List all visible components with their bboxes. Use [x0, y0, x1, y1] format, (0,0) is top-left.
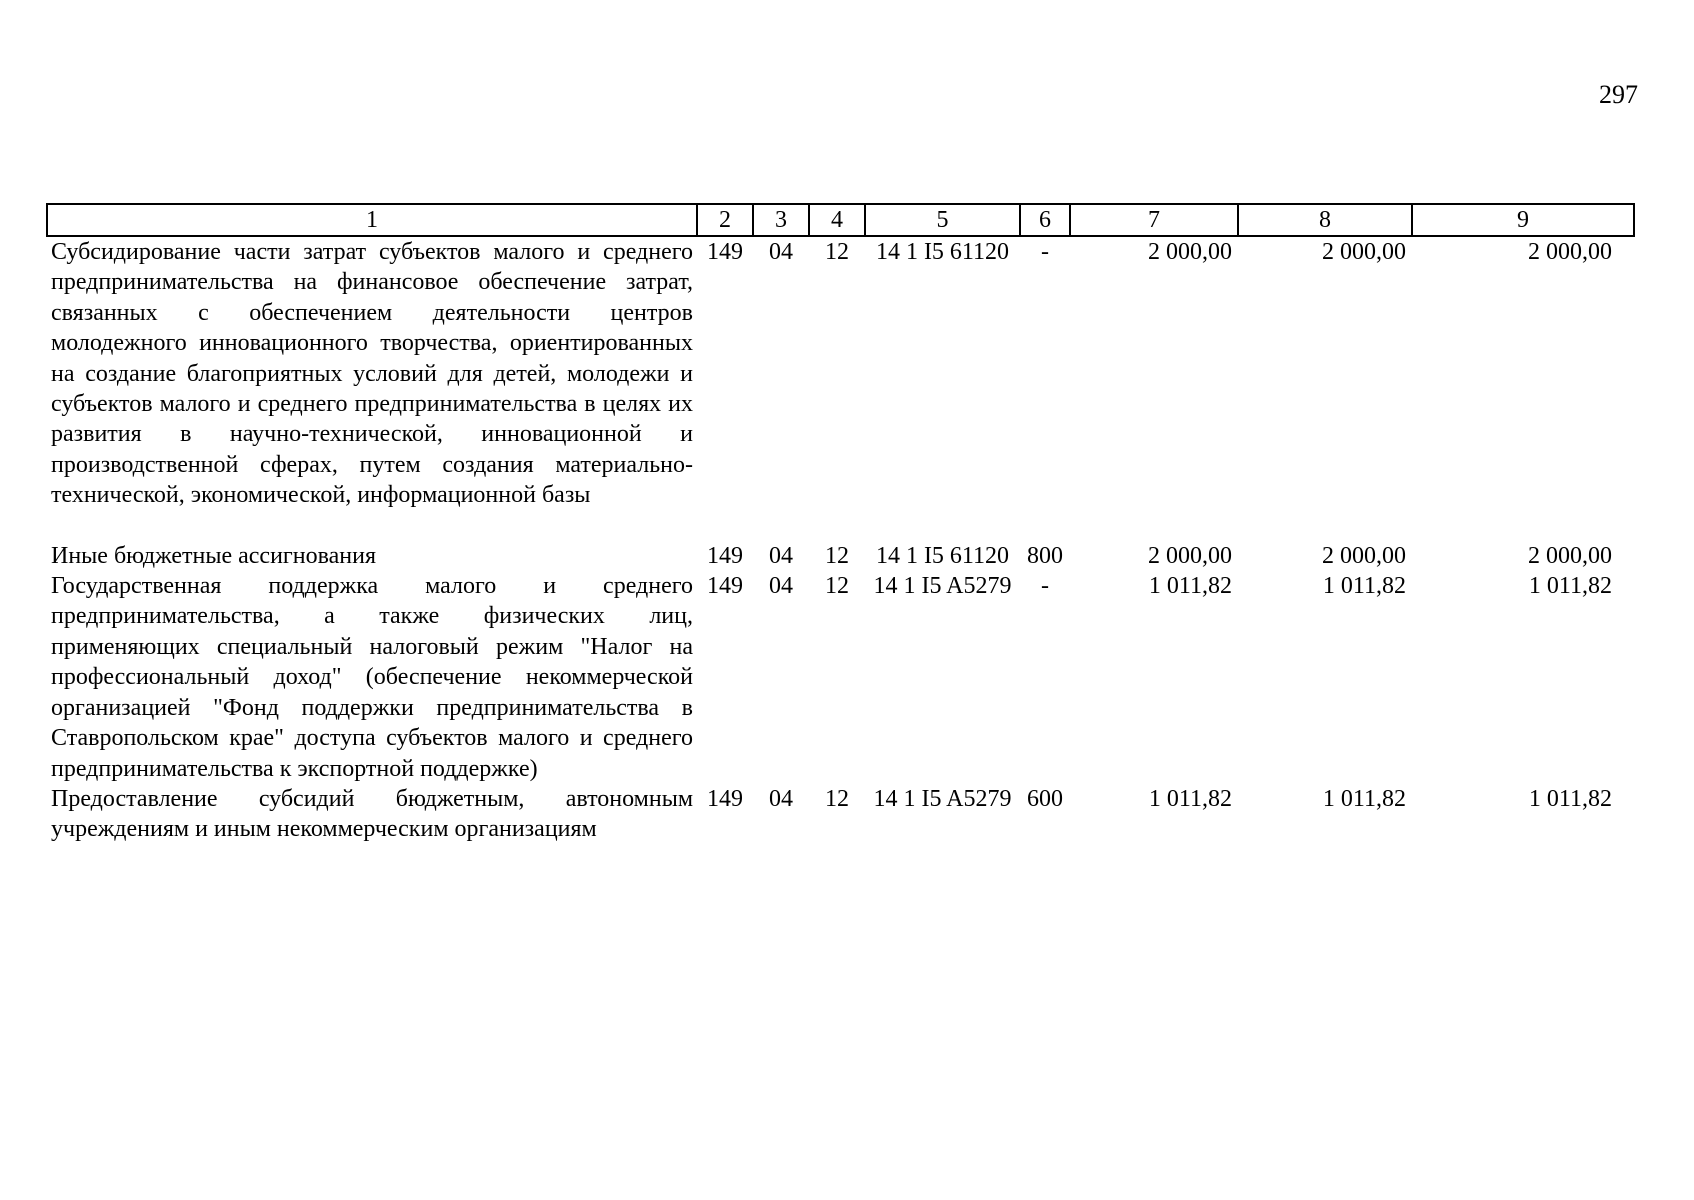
- column-header: 9: [1412, 204, 1634, 236]
- cell-col6: -: [1041, 573, 1049, 600]
- cell-col9: 1 011,82: [1528, 785, 1612, 812]
- row-name: Государственная поддержка малого и среднего предпринимательства, а также физических лиц, применяющих специальный налоговый режим "Налог на профессиональный доход" (обеспечение некоммерческой организацией "Фонд поддержки предпринимательства в Ставропольском крае" доступа субъектов малого и среднего предпринимательства к экспортной поддержке): [51, 573, 693, 782]
- column-header: 7: [1070, 204, 1238, 236]
- cell-col2: 149: [707, 785, 743, 812]
- cell-col5: 14 1 I5 A5279: [873, 573, 1012, 600]
- cell-col4: 12: [825, 542, 849, 569]
- cell-col8: 1 011,82: [1322, 785, 1406, 812]
- cell-col7: 1 011,82: [1148, 573, 1232, 600]
- cell-col3: 04: [769, 573, 793, 600]
- cell-col8: 1 011,82: [1322, 573, 1406, 600]
- cell-col6: 800: [1027, 542, 1063, 569]
- cell-col3: 04: [769, 239, 793, 265]
- spacer-cell: [47, 511, 1634, 541]
- table-row: [47, 541, 1634, 571]
- cell-col2: 149: [707, 542, 743, 569]
- cell-col6: -: [1041, 239, 1049, 265]
- cell-col6: 600: [1027, 785, 1063, 812]
- cell-col3: 04: [769, 785, 793, 812]
- cell-col4: 12: [825, 239, 849, 265]
- column-header: 3: [753, 204, 809, 236]
- column-header: 8: [1238, 204, 1412, 236]
- cell-col5: 14 1 I5 A5279: [873, 785, 1012, 812]
- budget-table: [46, 203, 1635, 845]
- column-header: 4: [809, 204, 865, 236]
- cell-col9: 2 000,00: [1528, 542, 1612, 569]
- cell-col3: 04: [769, 542, 793, 569]
- table-row: [47, 236, 1634, 511]
- page-number: 297: [1599, 80, 1638, 109]
- column-header: 5: [865, 204, 1020, 236]
- cell-col7: 1 011,82: [1148, 785, 1232, 812]
- cell-col7: 2 000,00: [1148, 239, 1232, 265]
- table-row: [47, 571, 1634, 784]
- cell-col5: 14 1 I5 61120: [875, 239, 1010, 265]
- column-header: 2: [697, 204, 753, 236]
- cell-col8: 2 000,00: [1322, 239, 1406, 265]
- cell-col2: 149: [707, 239, 743, 265]
- column-header: 6: [1020, 204, 1070, 236]
- cell-col4: 12: [825, 573, 849, 600]
- cell-col4: 12: [825, 785, 849, 812]
- spacer-row: [47, 511, 1634, 541]
- table-row: [47, 784, 1634, 845]
- table-header-row: [47, 204, 1634, 236]
- cell-col8: 2 000,00: [1322, 542, 1406, 569]
- row-name: Субсидирование части затрат субъектов малого и среднего предпринимательства на финансовое обеспечение затрат, связанных с обеспечением деятельности центров молодежного инновационного творчества, ориентированных на создание благоприятных условий для детей, молодежи и субъектов малого и среднего предпринимательства в целях их развития в научно-технической, инновационной и производственной сферах, путем создания материально-технической, экономической, информационной базы: [51, 239, 693, 509]
- row-name: Предоставление субсидий бюджетным, автономным учреждениям и иным некоммерческим организациям: [51, 785, 693, 843]
- cell-col7: 2 000,00: [1148, 542, 1232, 569]
- column-header: 1: [47, 204, 697, 236]
- row-name: Иные бюджетные ассигнования: [51, 542, 376, 569]
- cell-col5: 14 1 I5 61120: [875, 542, 1010, 569]
- cell-col2: 149: [707, 573, 743, 600]
- cell-col9: 1 011,82: [1528, 573, 1612, 600]
- cell-col9: 2 000,00: [1528, 239, 1612, 265]
